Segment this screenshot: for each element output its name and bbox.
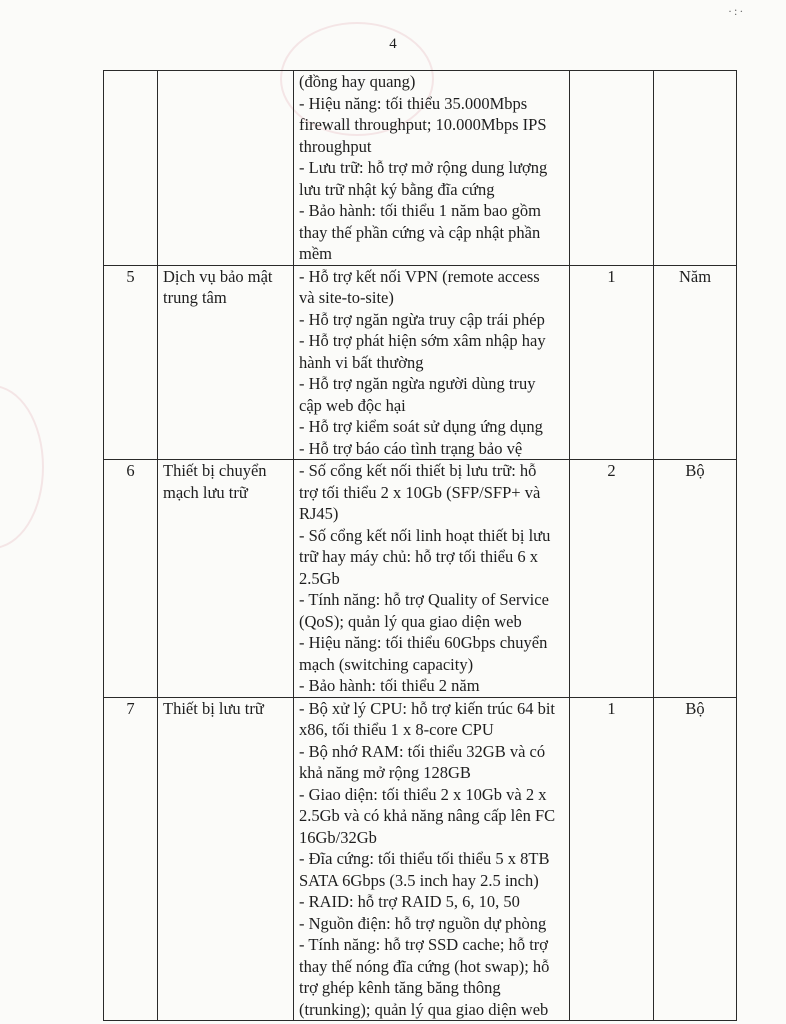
item-quantity: 2 [570,460,654,698]
spec-line: mạch (switching capacity) [299,654,474,674]
spec-line: (QoS); quản lý qua giao diện web [299,611,522,631]
spec-line: - Bảo hành: tối thiểu 2 năm [299,676,480,695]
table-row [104,71,737,266]
row-number: 7 [104,697,158,1021]
spec-line: (trunking); quản lý qua giao diện web [299,999,549,1019]
item-name [158,265,294,460]
item-unit [654,71,737,266]
spec-line: - Hỗ trợ kết nối VPN (remote access [299,266,540,286]
spec-table [103,70,737,1021]
item-name-line: Thiết bị chuyển [163,461,267,480]
spec-line: - Bộ xử lý CPU: hỗ trợ kiến trúc 64 bit [299,698,555,718]
spec-table-body [104,71,737,1021]
spec-line: - Lưu trữ: hỗ trợ mở rộng dung lượng [299,158,548,177]
spec-line: RJ45) [299,504,339,523]
table-row [104,697,737,1021]
item-spec [294,460,570,698]
spec-line: 16Gb/32Gb [299,827,377,847]
row-number: 5 [104,265,158,460]
item-name-line: Dịch vụ bảo mật [163,266,273,286]
spec-line: mềm [299,244,332,263]
spec-line: firewall throughput; 10.000Mbps IPS [299,115,547,134]
item-unit: Năm [654,265,737,460]
spec-line: - Hỗ trợ báo cáo tình trạng bảo vệ [299,438,523,458]
item-name [158,697,294,1021]
spec-line: cập web độc hại [299,395,406,415]
spec-line: (đồng hay quang) [299,72,416,91]
page-number: 4 [389,36,397,52]
item-quantity [570,71,654,266]
spec-line: hành vi bất thường [299,352,424,372]
spec-line: thay thế nóng đĩa cứng (hot swap); hỗ [299,956,550,976]
item-spec [294,697,570,1021]
spec-line: lưu trữ nhật ký bằng đĩa cứng [299,179,495,199]
spec-line: throughput [299,136,372,156]
spec-line: - Hỗ trợ kiểm soát sử dụng ứng dụng [299,417,543,436]
item-spec [294,71,570,266]
item-name-line: trung tâm [163,288,227,307]
spec-line: trợ ghép kênh tăng băng thông [299,978,501,997]
spec-line: 2.5Gb [299,568,340,588]
row-number: 6 [104,460,158,698]
spec-line: - Giao diện: tối thiểu 2 x 10Gb và 2 x [299,784,547,804]
table-row [104,265,737,460]
scan-specks: ·:· [728,4,746,18]
spec-line: trợ tối thiểu 2 x 10Gb (SFP/SFP+ và [299,482,541,502]
spec-line: và site-to-site) [299,288,394,307]
item-quantity: 1 [570,265,654,460]
spec-line: khả năng mở rộng 128GB [299,763,471,782]
item-spec [294,265,570,460]
spec-line: - Nguồn điện: hỗ trợ nguồn dự phòng [299,913,547,933]
spec-line: - Hỗ trợ phát hiện sớm xâm nhập hay [299,331,546,350]
spec-line: - Bộ nhớ RAM: tối thiểu 32GB và có [299,741,546,761]
item-name-line: mạch lưu trữ [163,482,248,502]
item-name [158,460,294,698]
item-unit: Bộ [654,697,737,1021]
red-stamp-watermark-left [0,385,44,549]
table-row [104,460,737,698]
spec-line: - Bảo hành: tối thiểu 1 năm bao gồm [299,201,541,220]
item-name-line: Thiết bị lưu trữ [163,698,264,718]
spec-line: - Hỗ trợ ngăn ngừa người dùng truy [299,374,536,393]
spec-line: - Đĩa cứng: tối thiểu tối thiểu 5 x 8TB [299,849,550,868]
spec-line: 2.5Gb và có khả năng nâng cấp lên FC [299,806,556,825]
spec-line: - Tính năng: hỗ trợ SSD cache; hỗ trợ [299,935,549,954]
spec-line: x86, tối thiểu 1 x 8-core CPU [299,720,494,739]
item-name [158,71,294,266]
spec-line: trữ hay máy chủ: hỗ trợ tối thiểu 6 x [299,547,539,566]
item-quantity: 1 [570,697,654,1021]
spec-line: - Hiệu năng: tối thiểu 35.000Mbps [299,93,528,113]
spec-line: - Số cổng kết nối linh hoạt thiết bị lưu [299,525,551,545]
spec-line: - Tính năng: hỗ trợ Quality of Service [299,590,549,609]
spec-line: - RAID: hỗ trợ RAID 5, 6, 10, 50 [299,892,520,911]
spec-line: SATA 6Gbps (3.5 inch hay 2.5 inch) [299,870,539,890]
spec-line: - Hỗ trợ ngăn ngừa truy cập trái phép [299,309,545,329]
item-unit: Bộ [654,460,737,698]
spec-line: - Hiệu năng: tối thiểu 60Gbps chuyển [299,633,548,652]
spec-line: - Số cổng kết nối thiết bị lưu trữ: hỗ [299,461,537,480]
spec-line: thay thế phần cứng và cập nhật phần [299,222,541,242]
row-number [104,71,158,266]
